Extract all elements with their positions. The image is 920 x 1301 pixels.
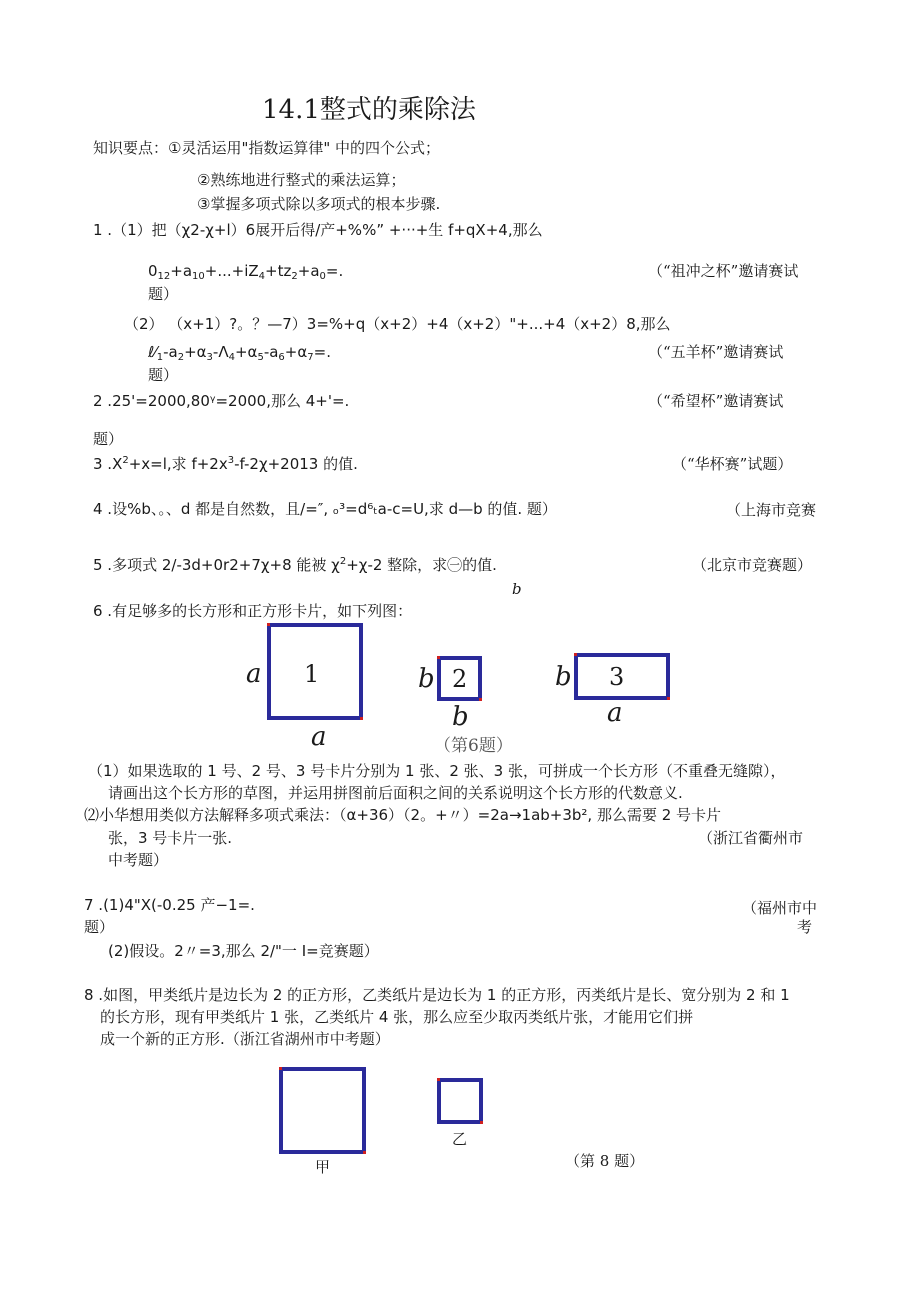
fig6-caption: （第6题） (434, 736, 513, 756)
card-3-left-label: b (555, 662, 572, 692)
q3-source: （“华杯赛”试题） (672, 455, 793, 473)
card-1-left-label: a (246, 659, 262, 689)
q4-text: 4 .设%b、。、d 都是自然数，且/=″, ₒ³=d⁶ₜa-c=U,求 d—b 的值. 题） (93, 500, 557, 518)
yi-label: 乙 (452, 1130, 468, 1148)
q2-source-cont: 题） (93, 430, 124, 448)
q7-line1: 7 .(1)4"X(-0.25 产−1=. (84, 896, 255, 914)
q1-source1: （“祖冲之杯”邀请赛试 (648, 262, 799, 280)
q1-source2-cont: 题） (148, 366, 179, 384)
knowledge-label (93, 139, 440, 157)
q6-p1: （1）如果选取的 1 号、2 号、3 号卡片分别为 1 张、2 张、3 张，可拼成一个长方形（不重叠无缝隙）， (88, 762, 786, 780)
knowledge-label-text: 知识要点： (93, 139, 169, 157)
q7-cont: 题） (84, 918, 115, 936)
knowledge-point-2: ②熟练地进行整式的乘法运算； (197, 171, 406, 189)
q5-source: （北京市竞赛题） (692, 556, 813, 574)
q6-p2: ⑵小华想用类似方法解释多项式乘法：（α+36）（2。+〃）=2a→1ab+3b², 那么需要 2 号卡片 (84, 806, 722, 824)
fig8-caption: （第 8 题） (565, 1152, 645, 1170)
q6-source-cont: 中考题） (108, 851, 169, 869)
q1-line1: 1 .（1）把（χ2-χ+l）6展开后得/产+%%” +···+生 f+qX+4,那么 (93, 221, 543, 239)
q8-line1: 8 .如图，甲类纸片是边长为 2 的正方形，乙类纸片是边长为 1 的正方形，丙类纸片是长、宽分别为 2 和 1 (84, 986, 790, 1004)
q5-b-note: b (512, 580, 522, 598)
card-2-bottom-label: b (452, 702, 469, 732)
q1-line4: $\ell⁄_1-a_2+\alpha_3-\Lambda_4+\alpha_5-a_6+\alpha_7=$. (148, 343, 331, 363)
q1-source1-cont: 题） (148, 285, 179, 303)
knowledge-point-3: ③掌握多项式除以多项式的根本步骤. (197, 195, 441, 213)
card-3-number: 3 (609, 663, 625, 691)
card-1-number: 1 (304, 660, 320, 688)
q7-line2: (2)假设。2〃=3,那么 2/"一 I=竞赛题） (108, 942, 379, 960)
knowledge-point-1: ①灵活运用"指数运算律" 中的四个公式； (168, 139, 441, 157)
yi-square (437, 1078, 483, 1124)
q6-text: 6 .有足够多的长方形和正方形卡片，如下列图： (93, 602, 413, 620)
jia-square (279, 1067, 366, 1154)
q2-text: 2 .25'=2000,80ᵞ=2000,那么 4+'=. (93, 392, 350, 410)
q8-line2: 的长方形，现有甲类纸片 1 张，乙类纸片 4 张，那么应至少取丙类纸片张，才能用它们拼 (100, 1008, 694, 1026)
q8-line3: 成一个新的正方形.（浙江省湖州市中考题） (100, 1030, 390, 1048)
q2-source: （“希望杯”邀请赛试 (648, 392, 784, 410)
card-3-bottom-label: a (607, 698, 623, 728)
jia-label: 甲 (315, 1158, 331, 1176)
q1-line3: （2） （x+1）?。？—7）3=%+q（x+2）+4（x+2）"+...+4（x+2）8,那么 (124, 315, 671, 333)
q4-source: （上海市竞赛 (726, 501, 817, 519)
card-1-bottom-label: a (311, 722, 327, 752)
q6-p2b: 张，3 号卡片一张. (108, 829, 233, 847)
q1-source2: （“五羊杯”邀请赛试 (648, 343, 784, 361)
q6-source: （浙江省衢州市 (698, 829, 804, 847)
card-2-number: 2 (452, 665, 468, 693)
q7-source1b: 考 (797, 918, 813, 936)
q7-source1: （福州市中 (742, 899, 818, 917)
page-title: 14.1整式的乘除法 (262, 95, 476, 125)
q3-text: 3 $.X^2+x=l$,求 $f+2x^3-f-2\chi+2013$ 的值. (93, 455, 358, 473)
card-2-left-label: b (418, 664, 435, 694)
q1-line2: $0_{12}+a_{10}+...+iZ_4+tz_2+a_0=$. (148, 262, 344, 282)
q5-text: 5 .多项式 2/-3d+0r2+7χ+8 能被 $\chi^2+\chi-2$ 整除，求㊀的值. (93, 556, 497, 574)
q6-p1b: 请画出这个长方形的草图，并运用拼图前后面积之间的关系说明这个长方形的代数意义. (108, 784, 683, 802)
